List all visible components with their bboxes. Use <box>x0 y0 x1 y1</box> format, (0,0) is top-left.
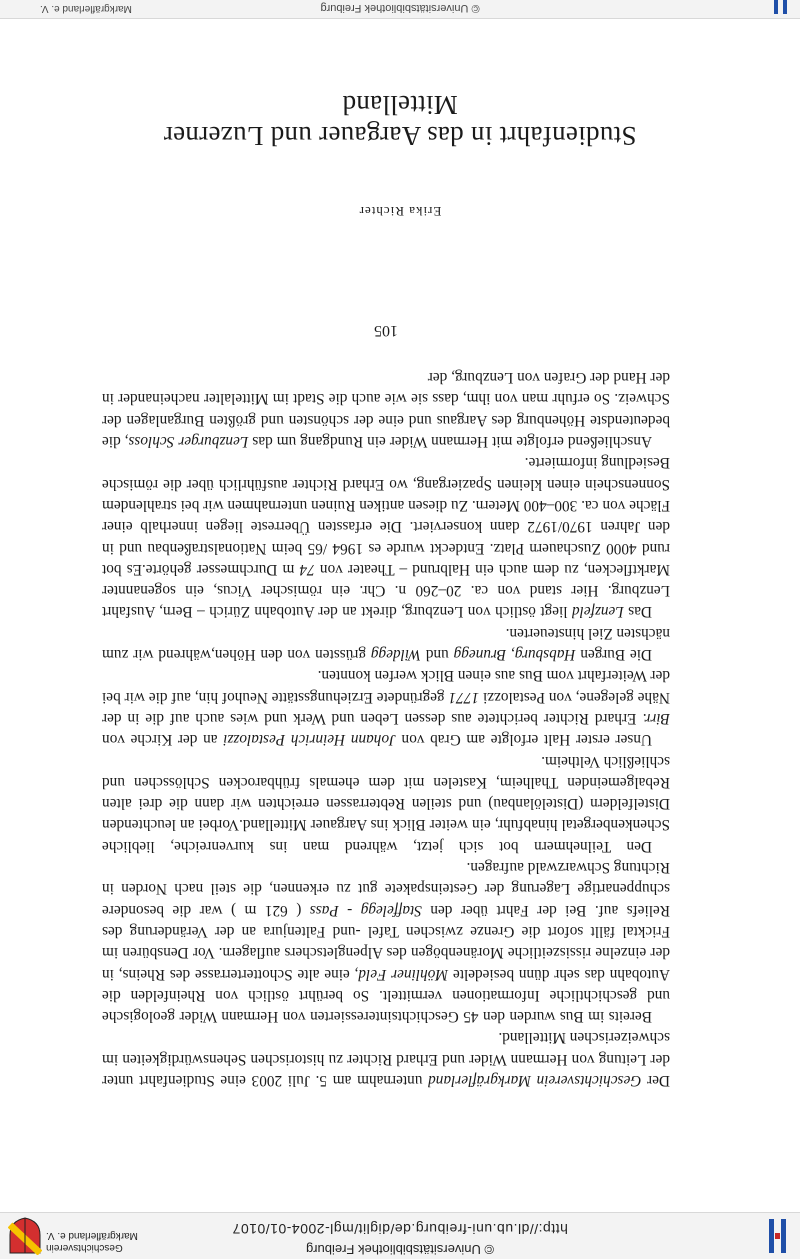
italic-text: Birr. <box>642 709 670 727</box>
body-paragraph <box>102 750 670 856</box>
body-text: ( 621 m ) war die besondere schuppenartige Lagerung der Gesteinspakete gut zu erkennen, die steil nach Norden in Richtung Schwarzwald aufragen. <box>102 859 670 919</box>
footer-copyright: © Universitätsbibliothek Freiburg <box>320 2 480 14</box>
body-paragraph <box>102 1027 670 1091</box>
italic-text: Lenzburger Schloss, <box>124 433 249 451</box>
header-copyright: © Universitätsbibliothek Freiburg <box>305 1242 495 1257</box>
body-paragraph <box>102 367 670 452</box>
viewer-header-bar <box>0 1212 800 1259</box>
society-name-line2: Markgräflerland e. V. <box>46 1230 138 1241</box>
body-text: Erhard Richter berichtete aus dessen Leben und Werk und wies auch auf die in der Nähe gelegene, von Pestalozzi <box>102 688 670 727</box>
body-text: Unser erster Halt erfolgte am Grab von <box>395 731 652 749</box>
body-text: Die Burgen <box>575 646 652 664</box>
footer-society: Markgräflerland e. V. <box>40 3 132 14</box>
body-text: m Durchmesser gehörte.Es bot rund 4000 Zuschauern Platz. Entdeckt wurde es 1964 /65 beim Nationalstraßenbau und in den Jahren 1970/1972 dann konserviert. Die erfassten Überreste liegen innerhalb einer Fläche von ca. 300–400 Metern. Zu diesen antiken Ruinen unternahmen wir bei strahlendem Sonnenschein einen kleinen Spaziergang, wo Erhard Richter ausführlich über die römische Besiedlung informierte. <box>102 454 670 578</box>
header-url-link[interactable]: http://dl.ub.uni-freiburg.de/diglit/mgl-2004-01/0107 <box>232 1221 568 1237</box>
body-text: liegt östlich von Lenzburg, direkt an der Autobahn Zürich – Bern, Ausfahrt Lenzburg. Hier stand von ca. 20–260 n. Chr. ein römischer Vicus, ein sogenannter Marktflecken, zu dem auch ein Halbrund – Theater von <box>102 560 670 621</box>
article-author: Erika Richter <box>358 204 442 219</box>
body-text: gegründete Erziehungsstätte Neuhof hin, auf die wir bei der Weiterfahrt vom Bus aus einen Blick werfen konnten. <box>102 667 670 706</box>
italic-text: Wildegg <box>370 646 422 664</box>
body-text: Anschließend erfolgte mit Hermann Wider ein Rundgang um das <box>248 433 652 451</box>
italic-text: 74 <box>299 560 315 578</box>
viewer-footer-bar <box>0 0 800 19</box>
body-text: eine alte Schotterterrasse des Rheins, in der einzelne rissiszeitliche Moränenbögen des Alpengletschers auflagern. Vor Densbüren im Fricktal fällt sofort die Grenze zwischen Tafel -und Faltenjura an der Veränderung des Reliefs auf. Bei der Fahrt über den <box>102 901 670 983</box>
society-name-line1: Geschichtsverein <box>46 1242 123 1253</box>
page-number: 105 <box>374 321 398 339</box>
italic-text: Johann Heinrich Pestalozzi <box>223 731 396 749</box>
italic-text: Geschichtsverein Markgräflerland <box>428 1072 642 1089</box>
body-paragraph <box>102 857 670 1027</box>
body-text: unternahm am 5. Juli 2003 eine Studienfahrt unter der Leitung von Hermann Wider und Erhard Richter zu historischen Sehenswürdigkeiten im schweizerischen Mittelland. <box>101 1029 670 1089</box>
italic-text: 1771 <box>448 688 480 706</box>
body-text: Das <box>623 603 652 621</box>
body-text: und <box>421 646 454 664</box>
italic-text: Möhliner Feld, <box>354 965 449 983</box>
body-paragraph <box>102 622 670 665</box>
library-logo-footer-icon <box>770 0 790 14</box>
body-paragraph <box>102 665 670 750</box>
italic-text: Staffelegg - Pass <box>309 901 422 919</box>
coat-of-arms-icon <box>8 1217 42 1255</box>
italic-text: Lenzfeld <box>571 603 624 621</box>
library-logo-icon[interactable] <box>764 1219 790 1253</box>
italic-text: Habsburg, Brunegg <box>453 646 576 664</box>
body-text: Den Teilnehmern bot sich jetzt, während man ins kurvenreiche, liebliche Schenkenbergetal hinabfuhr, ein weiter Blick ins Aargauer Mittelland.Vorbei an leuchtenden Distelfeldern (Distelölanbau) und steilen Rebterrassen erreichten wir dann die drei alten Rebalgemeinden Thalheim, Kastelen mit dem ehemals frühbarocken Schlösschen und schließlich Veltheim. <box>102 752 670 855</box>
body-text: Der <box>641 1072 670 1089</box>
article-body <box>102 320 670 1091</box>
society-name <box>46 1229 166 1253</box>
body-text: an der Kirche von <box>102 731 224 749</box>
body-text: die bedeutendste Höhenburg des Aargaus und eine der schönsten und größten Burganlagen der Schweiz. So erfuhr man von ihm, dass sie wie auch die Stadt im Mittelalter nacheinander in der Hand der Grafen von Lenzburg, der <box>102 369 670 451</box>
article-title: Studienfahrt in das Aargauer und Luzerner Mittelland <box>163 90 637 151</box>
body-paragraph <box>102 452 670 622</box>
body-text: Bereits im Bus wurden den 45 Geschichtsinteressierten von Hermann Wider geologische und geschichtliche Informationen vermittelt. So berührt östlich von Rheinfelden die Autobahn das sehr dünn besiedelte <box>102 965 670 1026</box>
body-text: grüssten von den Höhen,während wir zum nächsten Ziel hinsteuerten. <box>102 624 670 664</box>
